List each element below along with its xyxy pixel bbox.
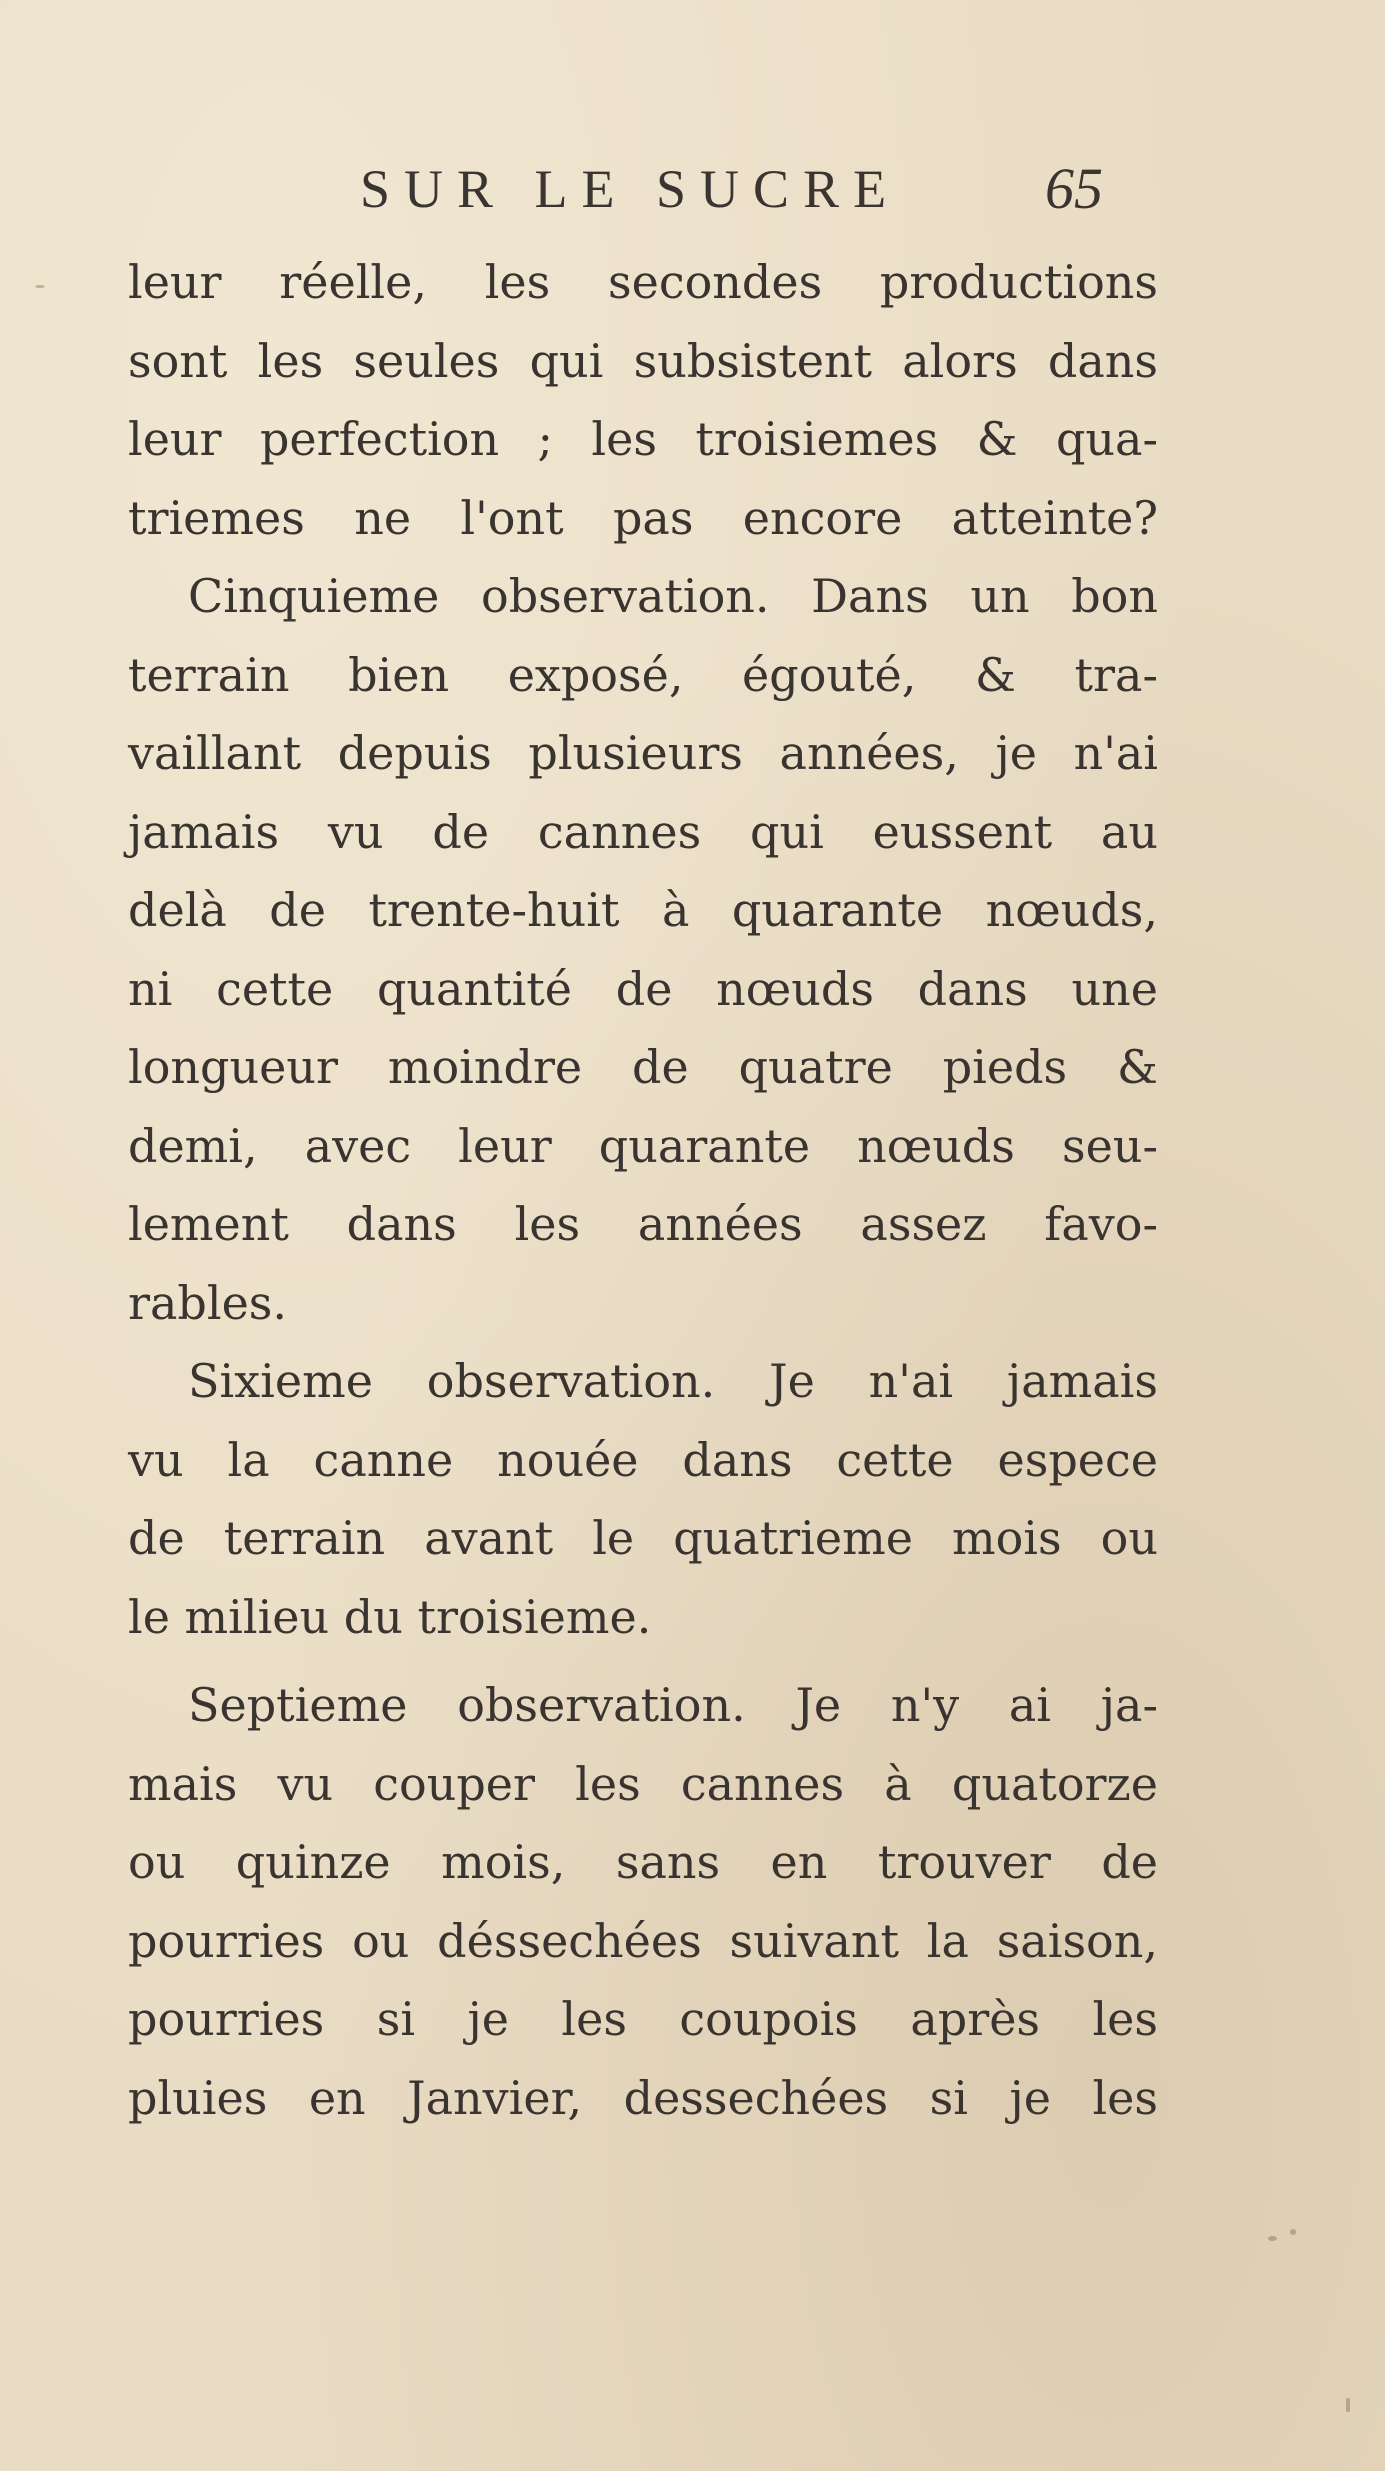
- text-line: demi, avec leur quarante nœuds seu-: [128, 1118, 1158, 1173]
- text-line: longueur moindre de quatre pieds &: [128, 1040, 1158, 1094]
- text-line: Cinquieme observation. Dans un bon: [188, 569, 1158, 623]
- text-line: jamais vu de cannes qui eussent au: [128, 804, 1158, 859]
- paper-speck: [1346, 2398, 1350, 2412]
- text-line: de terrain avant le quatrieme mois ou: [128, 1511, 1158, 1565]
- page-number: 65: [1045, 156, 1103, 221]
- text-line: sont les seules qui subsistent alors dans: [128, 333, 1158, 388]
- text-line: Septieme observation. Je n'y ai ja-: [188, 1678, 1158, 1732]
- text-line: pourries ou déssechées suivant la saison,: [128, 1913, 1158, 1968]
- text-line: leur réelle, les secondes productions: [128, 255, 1158, 309]
- text-line: pluies en Janvier, dessechées si je les: [128, 2070, 1158, 2125]
- paper-speck: [1268, 2236, 1277, 2241]
- paper-speck: [35, 285, 45, 288]
- text-line: vu la canne nouée dans cette espece: [128, 1432, 1158, 1487]
- text-line: terrain bien exposé, égouté, & tra-: [128, 647, 1158, 702]
- text-line: delà de trente-huit à quarante nœuds,: [128, 883, 1158, 937]
- text-line: pourries si je les coupois après les: [128, 1992, 1158, 2046]
- body-text: [128, 243, 1158, 2137]
- paper-speck: [1290, 2229, 1296, 2235]
- running-title: SUR LE SUCRE: [360, 159, 901, 219]
- text-line: lement dans les années assez favo-: [128, 1197, 1158, 1251]
- text-line: vaillant depuis plusieurs années, je n'ai: [128, 726, 1158, 780]
- text-line: ou quinze mois, sans en trouver de: [128, 1835, 1158, 1889]
- text-line: mais vu couper les cannes à quatorze: [128, 1756, 1158, 1811]
- text-line: Sixieme observation. Je n'ai jamais: [188, 1354, 1158, 1408]
- text-line: leur perfection ; les troisiemes & qua-: [128, 412, 1158, 466]
- text-line: ni cette quantité de nœuds dans une: [128, 961, 1158, 1016]
- text-line: le milieu du troisieme.: [128, 1589, 652, 1644]
- text-line: rables.: [128, 1275, 288, 1330]
- text-line: triemes ne l'ont pas encore atteinte?: [128, 490, 1158, 545]
